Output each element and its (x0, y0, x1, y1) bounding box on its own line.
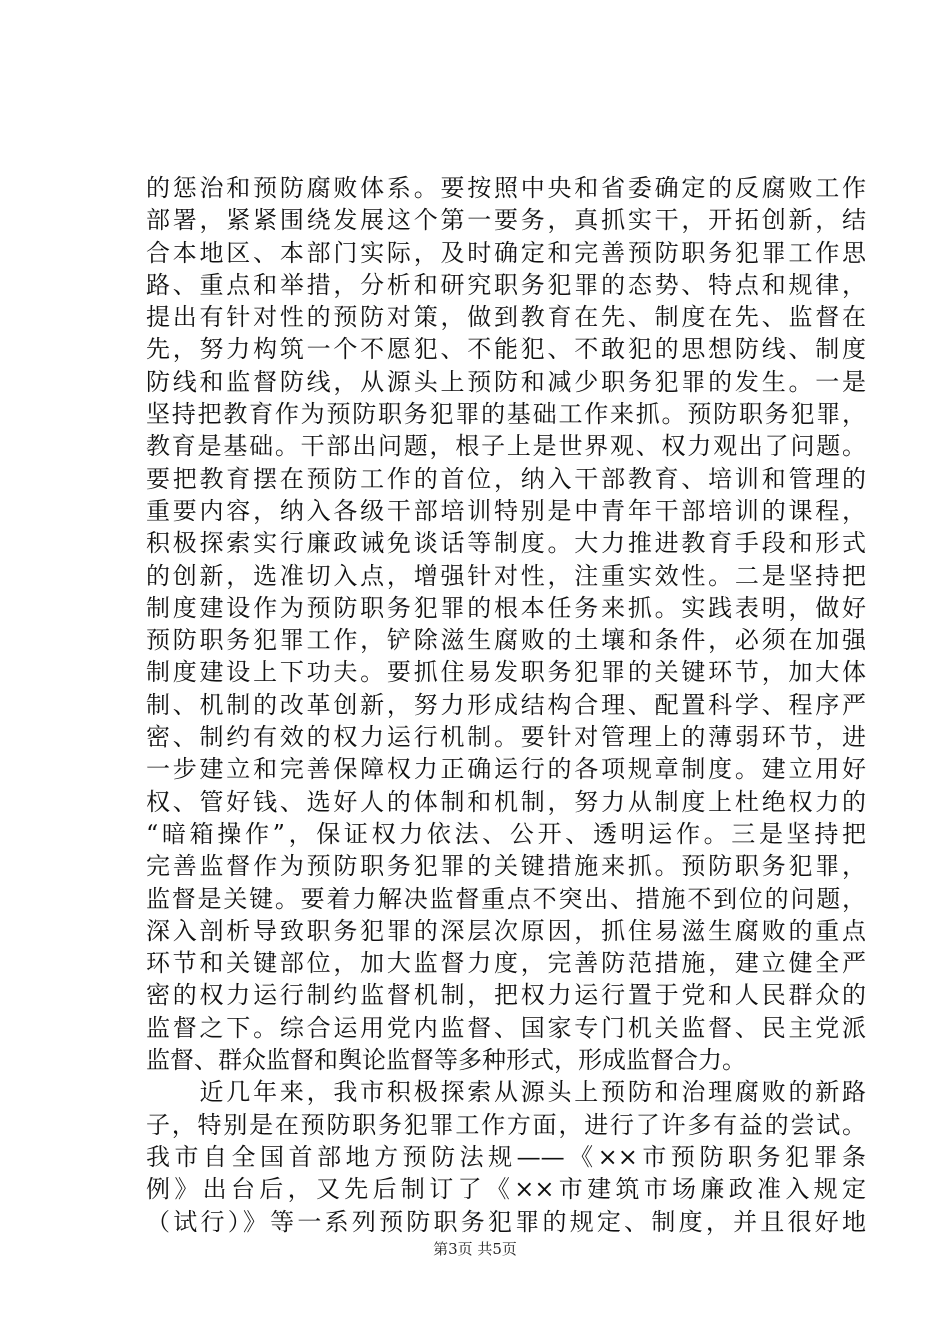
page-number-label: 第3页 共5页 (433, 1240, 517, 1258)
text-line: 密的权力运行制约监督机制，把权力运行置于党和人民群众的 (146, 981, 866, 1010)
text-line: 监督之下。综合运用党内监督、国家专门机关监督、民主党派 (146, 1013, 866, 1042)
body-text (146, 172, 866, 1238)
text-line: 制度建设上下功夫。要抓住易发职务犯罪的关键环节，加大体 (146, 658, 866, 687)
text-line: 预防职务犯罪工作，铲除滋生腐败的土壤和条件，必须在加强 (146, 626, 866, 655)
text-line: 重要内容，纳入各级干部培训特别是中青年干部培训的课程， (146, 496, 866, 525)
paragraph-2 (146, 1076, 866, 1237)
page-footer (0, 1238, 950, 1259)
text-line: 制度建设作为预防职务犯罪的根本任务来抓。实践表明，做好 (146, 593, 866, 622)
text-line: 环节和关键部位，加大监督力度，完善防范措施，建立健全严 (146, 949, 866, 978)
text-line: （试行）》等一系列预防职务犯罪的规定、制度，并且很好地 (146, 1207, 866, 1236)
paragraph-1 (146, 172, 866, 1076)
text-line: 先，努力构筑一个不愿犯、不能犯、不敢犯的思想防线、制度 (146, 335, 866, 364)
text-line: 积极探索实行廉政诫免谈话等制度。大力推进教育手段和形式 (146, 529, 866, 558)
text-line: 监督、群众监督和舆论监督等多种形式，形成监督合力。 (146, 1046, 746, 1075)
text-line: 坚持把教育作为预防职务犯罪的基础工作来抓。预防职务犯罪， (146, 400, 866, 429)
text-line: 完善监督作为预防职务犯罪的关键措施来抓。预防职务犯罪， (146, 852, 866, 881)
text-line: 的惩治和预防腐败体系。要按照中央和省委确定的反腐败工作 (146, 174, 866, 202)
text-line: 制、机制的改革创新，努力形成结构合理、配置科学、程序严 (146, 690, 866, 719)
text-line: 监督是关键。要着力解决监督重点不突出、措施不到位的问题， (146, 884, 866, 913)
text-line: 子，特别是在预防职务犯罪工作方面，进行了许多有益的尝试。 (146, 1110, 866, 1139)
text-line: “暗箱操作”，保证权力依法、公开、透明运作。三是坚持把 (146, 819, 866, 848)
text-line: 近几年来，我市积极探索从源头上预防和治理腐败的新路 (146, 1078, 866, 1107)
text-line: 路、重点和举措，分析和研究职务犯罪的态势、特点和规律， (146, 270, 866, 299)
text-line: 教育是基础。干部出问题，根子上是世界观、权力观出了问题。 (146, 432, 866, 461)
text-line: 例》出台后，又先后制订了《××市建筑市场廉政准入规定 (146, 1175, 866, 1204)
text-line: 我市自全国首部地方预防法规——《××市预防职务犯罪条 (146, 1142, 866, 1171)
text-line: 权、管好钱、选好人的体制和机制，努力从制度上杜绝权力的 (146, 787, 866, 816)
text-line: 提出有针对性的预防对策，做到教育在先、制度在先、监督在 (146, 303, 866, 332)
text-line: 一步建立和完善保障权力正确运行的各项规章制度。建立用好 (146, 755, 866, 784)
text-line: 合本地区、本部门实际，及时确定和完善预防职务犯罪工作思 (146, 238, 866, 267)
text-line: 要把教育摆在预防工作的首位，纳入干部教育、培训和管理的 (146, 464, 866, 493)
text-line: 防线和监督防线，从源头上预防和减少职务犯罪的发生。一是 (146, 367, 866, 396)
text-line: 的创新，选准切入点，增强针对性，注重实效性。二是坚持把 (146, 561, 866, 590)
text-line: 密、制约有效的权力运行机制。要针对管理上的薄弱环节，进 (146, 723, 866, 752)
text-line: 部署，紧紧围绕发展这个第一要务，真抓实干，开拓创新，结 (146, 206, 866, 235)
text-line: 深入剖析导致职务犯罪的深层次原因，抓住易滋生腐败的重点 (146, 916, 866, 945)
